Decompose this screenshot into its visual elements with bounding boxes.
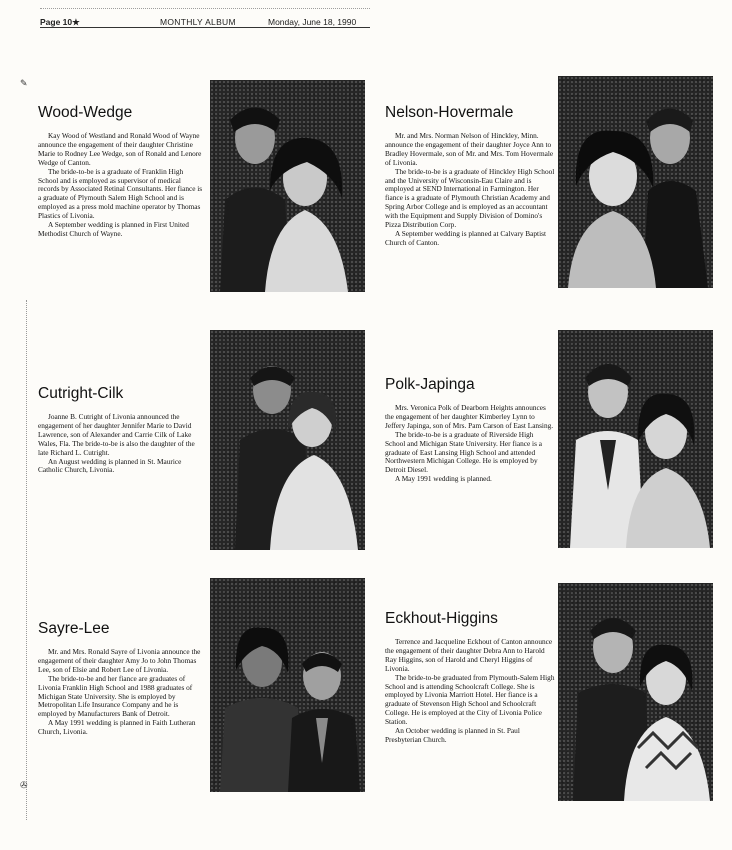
announcement-wood-wedge [38,104,203,239]
announcement-paragraph: The bride-to-be is a graduate of Franklin High School and is employed as supervisor of medical records by Associated Retinal Consultants. Her fiance is a graduate of Plymouth Salem High School and is employed as a press mold machine operator by Thomas Plastics of Livonia. [38,166,203,221]
announcement-headline: Sayre-Lee [38,620,110,637]
couple-photo [210,578,365,792]
couple-photo [558,330,713,548]
announcement-paragraph: Terrence and Jacqueline Eckhout of Canton announce the engagement of their daughter Debra Ann to Harold Ray Higgins, son of Harold and Cheryl Higgins of Livonia. [385,637,553,673]
announcement-paragraph: A May 1991 wedding is planned. [395,474,492,484]
announcement-body [38,648,203,737]
announcement-headline: Nelson-Hovermale [385,104,514,121]
couple-photo [210,80,365,292]
announcement-paragraph: A September wedding is planned in First United Methodist Church of Wayne. [38,220,189,238]
couple-photo [558,583,713,801]
page-header [40,8,370,30]
announcement-paragraph: An August wedding is planned in St. Maurice Catholic Church, Livonia. [38,456,182,475]
announcement-paragraph: A September wedding is planned at Calvary Baptist Church of Canton. [385,228,546,247]
announcement-body [385,132,555,248]
announcement-body [385,404,555,484]
announcement-cutright-cilk [38,385,203,475]
announcement-paragraph: Joanne B. Cutright of Livonia announced the engagement of her daughter Jennifer Marie to David Lawrence, son of Alexander and Carrie Cilk of Lake Wales, Fla. The bride-to-be is also the daughter of the late Richard L. Cutright. [38,412,195,457]
margin-dot-line [26,300,29,820]
announcement-eckhout-higgins [385,610,555,745]
couple-photo [558,76,713,288]
couple-photo [210,330,365,550]
announcement-sayre-lee [38,620,203,737]
announcement-paragraph: Mr. and Mrs. Norman Nelson of Hinckley, Minn. announce the engagement of their daughter Joyce Ann to Bradley Hovermale, son of Mr. and Mrs. Tom Hovermale of Livonia. [385,131,554,167]
announcement-body [38,413,203,475]
announcement-body [38,132,203,239]
announcement-paragraph: The bride-to-be is a graduate of Hinckley High School and the University of Wisconsin-Eau Claire and is employed at SEND International in Farmington. Her fiance is a graduate of Plymouth Christian Academy and Spring Arbor College and is employed as an accountant with the Equipment and Supply Division of Domino's Pizza Distribution Corp. [385,166,555,230]
margin-mark: ✇ [20,780,28,790]
announcement-paragraph: Kay Wood of Westland and Ronald Wood of Wayne announce the engagement of their daughter Christine Marie to Rodney Lee Wedge, son of Ronald and Lenore Wedge of Canton. [38,131,202,167]
header-dot-rule [40,8,370,15]
announcement-paragraph: An October wedding is planned in St. Paul Presbyterian Church. [385,726,520,744]
announcement-headline: Wood-Wedge [38,104,133,121]
announcement-paragraph: The bride-to-be and her fiance are graduates of Livonia Franklin High School and 1988 graduates of Michigan State University. She is employed by Metropolitan Life Insurance Company and he is employed by Manufacturers Bank of Detroit. [38,673,193,719]
announcement-headline: Eckhout-Higgins [385,610,498,627]
margin-mark: ✎ [20,78,28,88]
announcement-paragraph: The bride-to-be graduated from Plymouth-Salem High School and is attending Schoolcraft College. She is employed by Livonia Marriott Hotel. Her fiance is a graduate of Stevenson High School and Schoolcraft College. He is employed at the City of Livonia Police Station. [385,672,555,727]
announcement-paragraph: A May 1991 wedding is planned in Faith Lutheran Church, Livonia. [38,718,196,737]
announcement-paragraph: Mrs. Veronica Polk of Dearborn Heights announces the engagement of her daughter Kimberley Lynn to Jeffery Japinga, son of Mrs. Pam Carson of East Lansing. [385,403,554,430]
announcement-nelson-hovermale [385,104,555,248]
announcement-paragraph: The bride-to-be is a graduate of Riverside High School and Michigan State University. Her fiance is a graduate of East Lansing High School and attended Northwestern Michigan College. He is employed by Detroit Diesel. [385,429,542,475]
announcement-headline: Polk-Japinga [385,376,475,393]
publication-title: MONTHLY ALBUM [160,17,236,27]
header-rule [40,27,370,28]
announcement-paragraph: Mr. and Mrs. Ronald Sayre of Livonia announce the engagement of their daughter Amy Jo to John Thomas Lee, son of Elsie and Robert Lee of Livonia. [38,647,201,674]
announcement-polk-japinga [385,376,555,484]
announcement-body [385,638,555,745]
page-number: Page 10★ [40,17,80,27]
publication-date: Monday, June 18, 1990 [268,17,357,27]
announcement-headline: Cutright-Cilk [38,385,124,402]
